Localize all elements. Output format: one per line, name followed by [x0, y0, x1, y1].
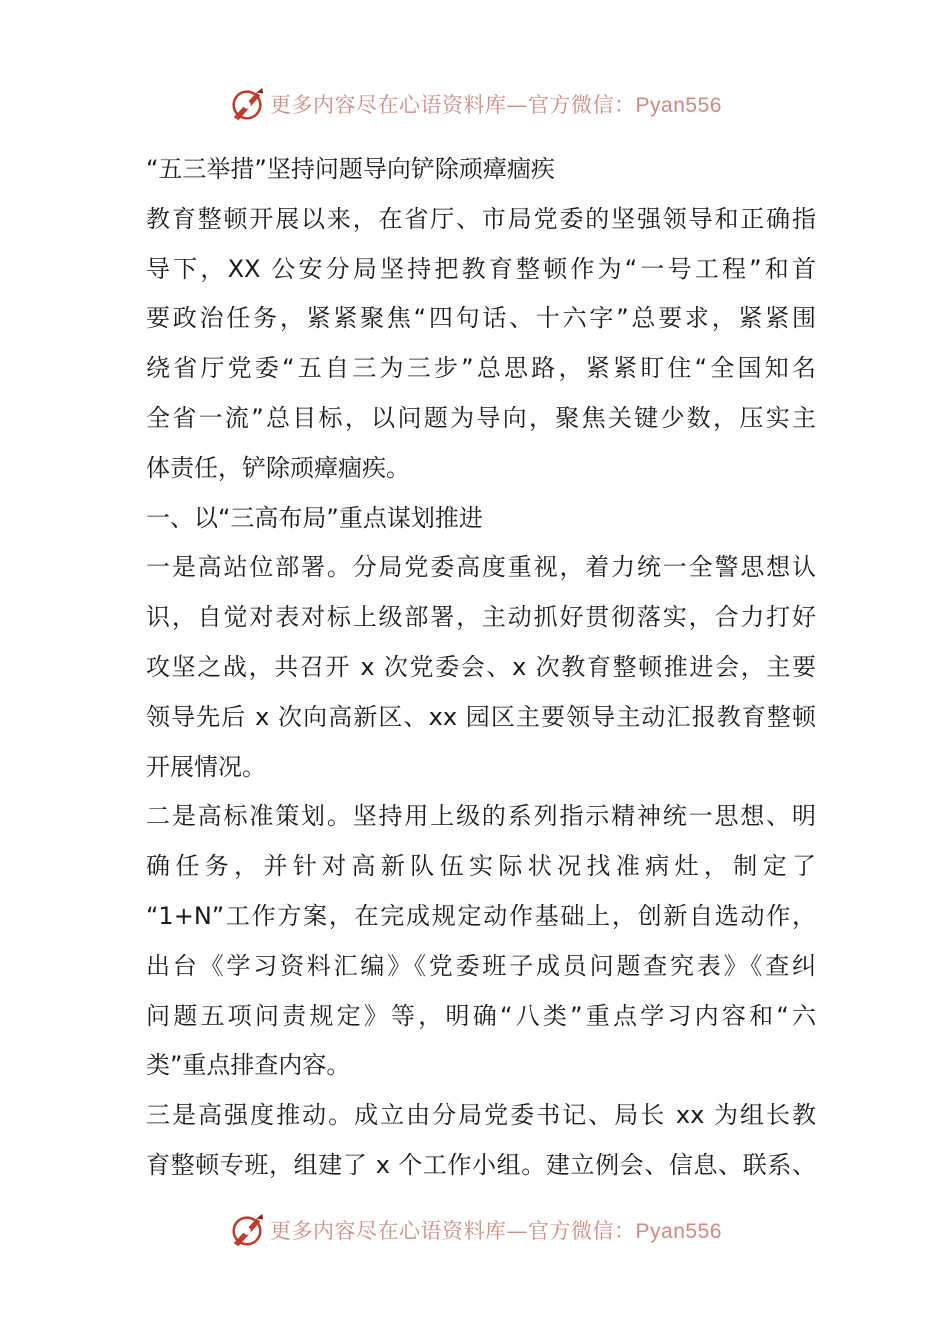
text-line: 出台《学习资料汇编》《党委班子成员问题查究表》《查纠 — [146, 951, 816, 980]
header-watermark — [0, 84, 950, 124]
text-line: 育整顿专班，组建了 x 个工作小组。建立例会、信息、联系、 — [146, 1150, 816, 1179]
text-line: “1+N”工作方案，在完成规定动作基础上，创新自选动作， — [146, 901, 816, 930]
wechat-id: Pyan556 — [635, 1220, 722, 1243]
text-line: 三是高强度推动。成立由分局党委书记、局长 xx 为组长教 — [146, 1101, 816, 1130]
text-line: 要政治任务，紧紧聚焦“四句话、十六字”总要求，紧紧围 — [146, 304, 816, 333]
text-line: 开展情况。 — [146, 752, 266, 781]
footer-watermark — [0, 1210, 950, 1250]
pen-logo-icon — [228, 85, 266, 123]
text-line: 识，自觉对表对标上级部署，主动抓好贯彻落实，合力打好 — [146, 603, 816, 632]
text-line: “五三举措”坚持问题导向铲除顽瘴痼疾 — [146, 155, 555, 183]
text-line: 一是高站位部署。分局党委高度重视，着力统一全警思想认 — [146, 553, 816, 582]
watermark-text: 更多内容尽在心语资料库—官方微信：Pyan556 — [270, 1219, 722, 1243]
text-line: 导下，XX 公安分局坚持把教育整顿作为“一号工程”和首 — [146, 254, 816, 283]
text-line: 教育整顿开展以来，在省厅、市局党委的坚强领导和正确指 — [146, 204, 816, 233]
text-line: 二是高标准策划。坚持用上级的系列指示精神统一思想、明 — [146, 802, 816, 831]
text-line: 攻坚之战，共召开 x 次党委会、x 次教育整顿推进会，主要 — [146, 652, 816, 681]
watermark-text: 更多内容尽在心语资料库—官方微信：Pyan556 — [270, 93, 722, 117]
text-line: 体责任，铲除顽瘴痼疾。 — [146, 453, 410, 482]
pen-logo-icon — [228, 1211, 266, 1249]
wechat-id: Pyan556 — [635, 94, 722, 117]
document-body — [146, 145, 816, 1191]
text-line: 全省一流”总目标，以问题为导向，聚焦关键少数，压实主 — [146, 403, 816, 432]
text-line: 一、以“三高布局”重点谋划推进 — [146, 503, 483, 532]
text-line: 领导先后 x 次向高新区、xx 园区主要领导主动汇报教育整顿 — [146, 702, 816, 731]
text-line: 确任务，并针对高新队伍实际状况找准病灶，制定了 — [146, 852, 816, 881]
text-line: 问题五项问责规定》等，明确“八类”重点学习内容和“六 — [146, 1001, 816, 1030]
text-line: 绕省厅党委“五自三为三步”总思路，紧紧盯住“全国知名 — [146, 354, 816, 383]
text-line: 类”重点排查内容。 — [146, 1051, 351, 1080]
